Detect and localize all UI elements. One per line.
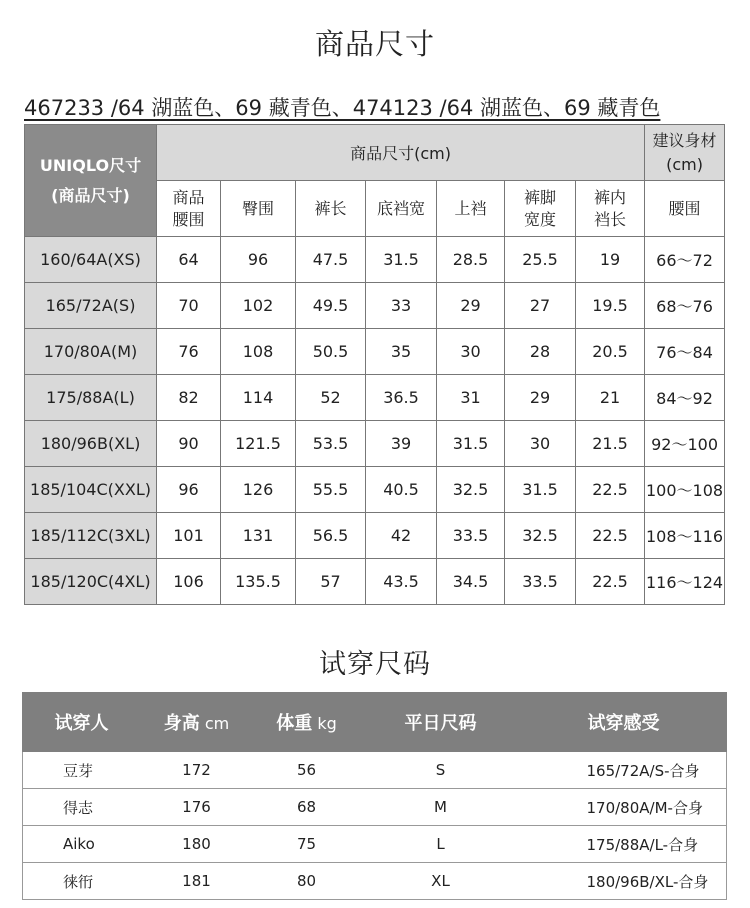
- size-cell: 30: [437, 329, 505, 375]
- size-cell: 76～84: [645, 329, 725, 375]
- size-cell: 108: [221, 329, 296, 375]
- size-cell: 50.5: [296, 329, 366, 375]
- fit-cell: L: [361, 826, 521, 863]
- size-cell: 108～116: [645, 513, 725, 559]
- fit-cell: 68: [253, 789, 361, 826]
- fit-column-header: 体重 kg: [253, 693, 361, 752]
- fit-cell: 176: [141, 789, 253, 826]
- size-label: 185/120C(4XL): [25, 559, 157, 605]
- size-cell: 33.5: [505, 559, 576, 605]
- size-cell: 31.5: [366, 237, 437, 283]
- size-row: [25, 329, 725, 375]
- size-column-header: 臀围: [221, 181, 296, 237]
- size-row: [25, 375, 725, 421]
- size-row: [25, 283, 725, 329]
- size-cell: 28: [505, 329, 576, 375]
- size-cell: 25.5: [505, 237, 576, 283]
- size-column-header: 上裆: [437, 181, 505, 237]
- fit-row: [23, 826, 727, 863]
- product-codes: 467233 /64 湖蓝色、69 藏青色、474123 /64 湖蓝色、69 藏青色: [24, 96, 661, 120]
- size-column-header: 裤长: [296, 181, 366, 237]
- size-cell: 19.5: [576, 283, 645, 329]
- size-cell: 34.5: [437, 559, 505, 605]
- size-cell: 21.5: [576, 421, 645, 467]
- size-cell: 31.5: [505, 467, 576, 513]
- size-column-header: 裤内 裆长: [576, 181, 645, 237]
- size-cell: 33: [366, 283, 437, 329]
- page-title: 商品尺寸: [314, 27, 435, 61]
- size-cell: 131: [221, 513, 296, 559]
- size-label: 170/80A(M): [25, 329, 157, 375]
- size-label: 165/72A(S): [25, 283, 157, 329]
- fit-cell: Aiko: [23, 826, 141, 863]
- size-cell: 135.5: [221, 559, 296, 605]
- size-cell: 114: [221, 375, 296, 421]
- size-cell: 49.5: [296, 283, 366, 329]
- size-cell: 101: [157, 513, 221, 559]
- size-cell: 96: [157, 467, 221, 513]
- size-cell: 28.5: [437, 237, 505, 283]
- size-label: 185/112C(3XL): [25, 513, 157, 559]
- size-cell: 57: [296, 559, 366, 605]
- size-cell: 55.5: [296, 467, 366, 513]
- size-row: [25, 513, 725, 559]
- fit-cell: 徕衎: [23, 863, 141, 900]
- fit-cell: 165/72A/S-合身: [521, 752, 727, 789]
- fit-table: [22, 692, 727, 900]
- size-column-header: 底裆宽: [366, 181, 437, 237]
- fit-cell: 181: [141, 863, 253, 900]
- fit-column-header: 平日尺码: [361, 693, 521, 752]
- fit-title: 试穿尺码: [319, 649, 431, 680]
- fit-row: [23, 789, 727, 826]
- size-cell: 35: [366, 329, 437, 375]
- fit-cell: 75: [253, 826, 361, 863]
- size-cell: 66～72: [645, 237, 725, 283]
- size-cell: 121.5: [221, 421, 296, 467]
- size-cell: 31: [437, 375, 505, 421]
- size-cell: 43.5: [366, 559, 437, 605]
- fit-cell: 80: [253, 863, 361, 900]
- size-cell: 56.5: [296, 513, 366, 559]
- size-column-header: 裤脚 宽度: [505, 181, 576, 237]
- size-cell: 82: [157, 375, 221, 421]
- size-cell: 102: [221, 283, 296, 329]
- size-cell: 106: [157, 559, 221, 605]
- fit-cell: 175/88A/L-合身: [521, 826, 727, 863]
- suggest-body-header: 建议身材 (cm): [645, 125, 725, 181]
- fit-cell: 180/96B/XL-合身: [521, 863, 727, 900]
- size-cell: 22.5: [576, 513, 645, 559]
- size-label: 185/104C(XXL): [25, 467, 157, 513]
- fit-row: [23, 863, 727, 900]
- size-cell: 126: [221, 467, 296, 513]
- size-cell: 96: [221, 237, 296, 283]
- size-cell: 30: [505, 421, 576, 467]
- size-label: 180/96B(XL): [25, 421, 157, 467]
- size-row: [25, 467, 725, 513]
- size-cell: 33.5: [437, 513, 505, 559]
- fit-cell: 172: [141, 752, 253, 789]
- size-cell: 64: [157, 237, 221, 283]
- fit-row: [23, 752, 727, 789]
- size-cell: 32.5: [437, 467, 505, 513]
- size-cell: 100～108: [645, 467, 725, 513]
- size-cell: 36.5: [366, 375, 437, 421]
- product-size-header: 商品尺寸(cm): [157, 125, 645, 181]
- size-cell: 40.5: [366, 467, 437, 513]
- size-column-header: 腰围: [645, 181, 725, 237]
- size-cell: 39: [366, 421, 437, 467]
- size-cell: 29: [505, 375, 576, 421]
- size-cell: 52: [296, 375, 366, 421]
- size-cell: 22.5: [576, 467, 645, 513]
- size-table: [24, 124, 725, 605]
- size-cell: 32.5: [505, 513, 576, 559]
- fit-cell: M: [361, 789, 521, 826]
- fit-cell: 得志: [23, 789, 141, 826]
- fit-cell: 170/80A/M-合身: [521, 789, 727, 826]
- size-cell: 29: [437, 283, 505, 329]
- size-cell: 22.5: [576, 559, 645, 605]
- size-cell: 47.5: [296, 237, 366, 283]
- fit-column-header: 试穿人: [23, 693, 141, 752]
- size-cell: 53.5: [296, 421, 366, 467]
- size-cell: 20.5: [576, 329, 645, 375]
- fit-cell: 豆芽: [23, 752, 141, 789]
- size-cell: 84～92: [645, 375, 725, 421]
- fit-cell: XL: [361, 863, 521, 900]
- size-cell: 68～76: [645, 283, 725, 329]
- fit-column-header: 身高 cm: [141, 693, 253, 752]
- size-cell: 70: [157, 283, 221, 329]
- size-cell: 27: [505, 283, 576, 329]
- size-column-header: 商品 腰围: [157, 181, 221, 237]
- fit-cell: S: [361, 752, 521, 789]
- size-label: 175/88A(L): [25, 375, 157, 421]
- size-cell: 31.5: [437, 421, 505, 467]
- size-row: [25, 237, 725, 283]
- size-row: [25, 559, 725, 605]
- size-cell: 92～100: [645, 421, 725, 467]
- size-corner-header: UNIQLO尺寸 (商品尺寸): [25, 125, 157, 237]
- fit-column-header: 试穿感受: [521, 693, 727, 752]
- fit-cell: 56: [253, 752, 361, 789]
- size-label: 160/64A(XS): [25, 237, 157, 283]
- size-cell: 116～124: [645, 559, 725, 605]
- fit-cell: 180: [141, 826, 253, 863]
- size-row: [25, 421, 725, 467]
- size-cell: 21: [576, 375, 645, 421]
- size-cell: 90: [157, 421, 221, 467]
- size-cell: 42: [366, 513, 437, 559]
- size-cell: 76: [157, 329, 221, 375]
- size-cell: 19: [576, 237, 645, 283]
